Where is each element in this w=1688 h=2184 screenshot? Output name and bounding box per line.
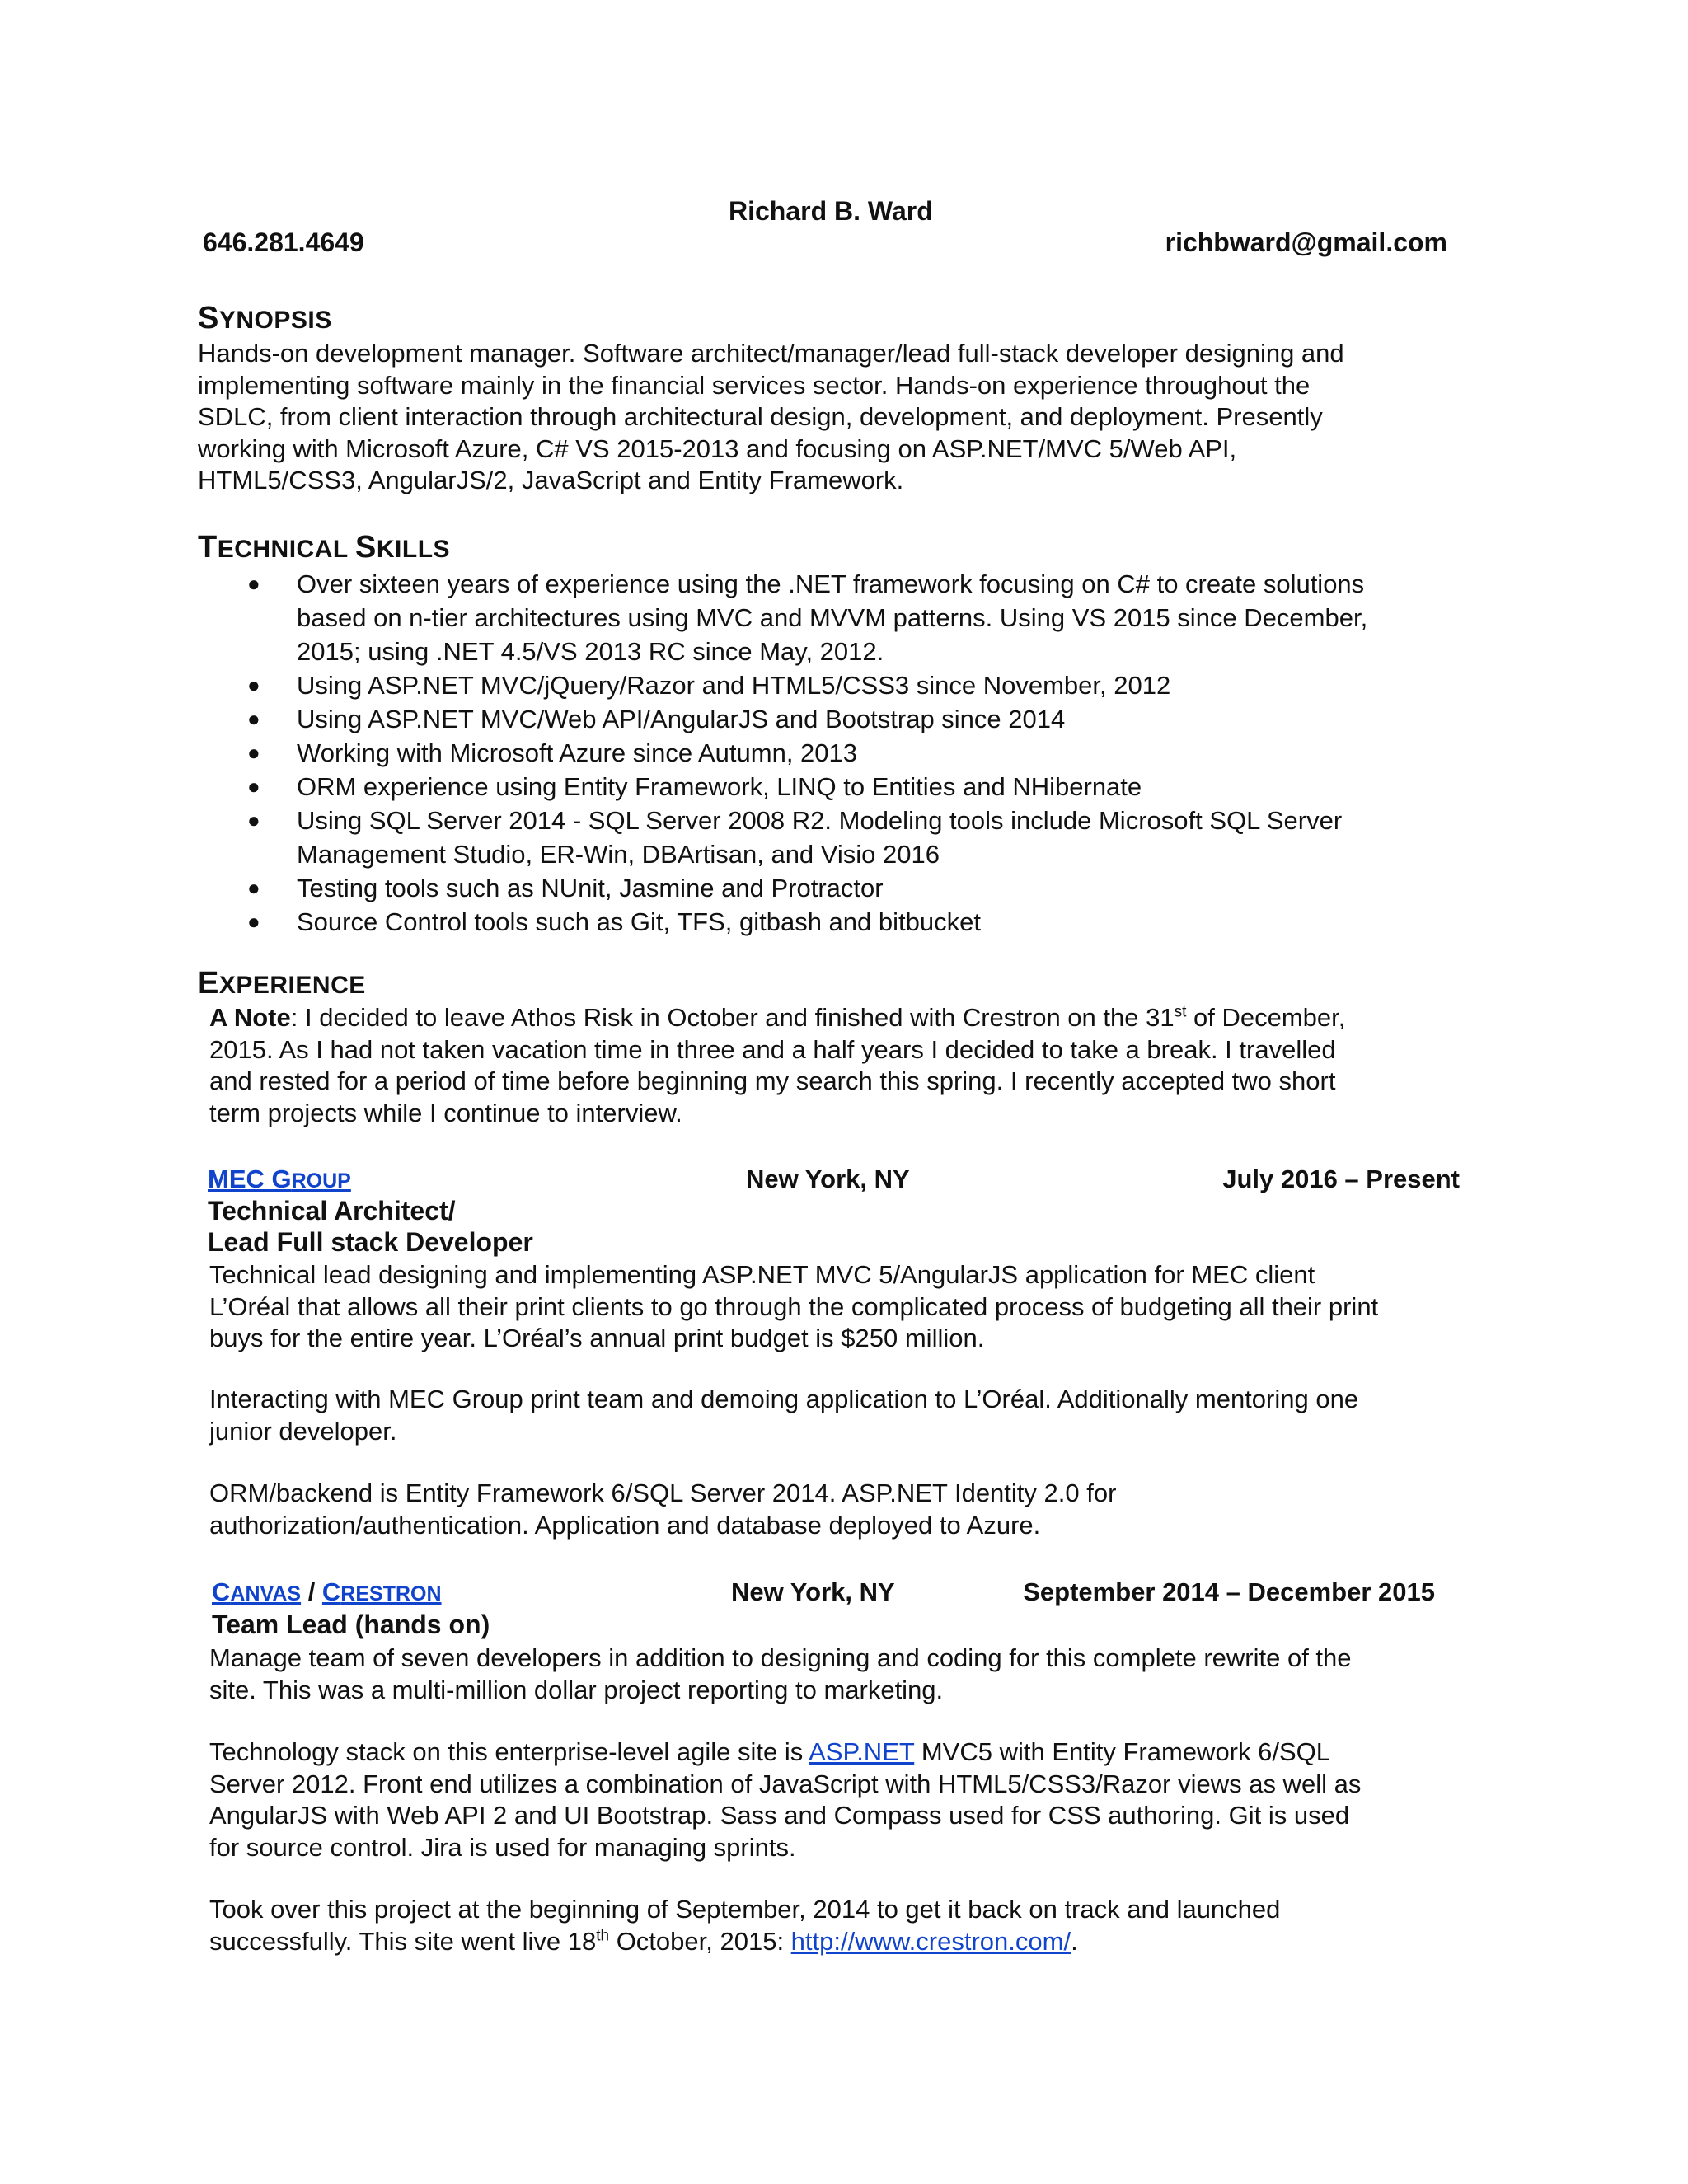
technical-skills-heading: TECHNICAL SKILLS (198, 530, 451, 565)
skill-item (0, 905, 1367, 939)
skills-list (0, 567, 1367, 939)
skill-line: ORM experience using Entity Framework, LINQ to Entities and NHibernate (297, 772, 1142, 801)
candidate-name: Richard B. Ward (729, 196, 933, 226)
phone-number: 646.281.4649 (203, 227, 364, 257)
description-line: Took over this project at the beginning of September, 2014 to get it back on track and launched (209, 1895, 1281, 1924)
synopsis-heading: SYNOPSIS (198, 301, 332, 335)
job-description (209, 1478, 1116, 1541)
synopsis-line: implementing software mainly in the financial services sector. Hands-on experience throughout the (198, 370, 1311, 400)
job-description (209, 1384, 1358, 1447)
job-description (209, 1894, 1280, 1957)
skill-line: Using ASP.NET MVC/jQuery/Razor and HTML5/CSS3 since November, 2012 (297, 671, 1171, 700)
skill-item (0, 736, 1367, 770)
skill-line: Working with Microsoft Azure since Autumn, 2013 (297, 738, 858, 767)
skill-item (0, 567, 1367, 668)
skill-item (0, 804, 1367, 871)
company-names: CANVAS / CRESTRON (212, 1577, 442, 1606)
skill-line: Using SQL Server 2014 - SQL Server 2008 R2. Modeling tools include Microsoft SQL Server (297, 806, 1343, 835)
description-line: successfully. This site went live 18th October, 2015: http://www.crestron.com/. (209, 1926, 1078, 1956)
company-link-crestron[interactable]: CRESTRON (321, 1577, 442, 1606)
note-line: term projects while I continue to interview. (209, 1098, 682, 1127)
skill-line: based on n-tier architectures using MVC and MVVM patterns. Using VS 2015 since December, (297, 603, 1368, 632)
job-dates: September 2014 – December 2015 (1023, 1577, 1435, 1606)
skill-item (0, 770, 1367, 804)
bullet-icon: ● (247, 909, 260, 934)
skill-line: Using ASP.NET MVC/Web API/AngularJS and Bootstrap since 2014 (297, 705, 1066, 733)
job-location: New York, NY (731, 1577, 895, 1606)
company-link-mec-group[interactable]: MEC GROUP (208, 1165, 351, 1193)
bullet-icon: ● (247, 571, 260, 596)
description-line: junior developer. (209, 1416, 397, 1446)
description-line: Manage team of seven developers in addition to designing and coding for this complete rewrite of the (209, 1643, 1352, 1672)
description-line: for source control. Jira is used for managing sprints. (209, 1832, 796, 1862)
description-line: Server 2012. Front end utilizes a combination of JavaScript with HTML5/CSS3/Razor views as well as (209, 1769, 1362, 1798)
description-line: Technical lead designing and implementing ASP.NET MVC 5/AngularJS application for MEC client (209, 1260, 1315, 1289)
job-title: Team Lead (hands on) (212, 1610, 490, 1639)
synopsis-text (198, 338, 1344, 497)
skill-line: Source Control tools such as Git, TFS, gitbash and bitbucket (297, 907, 981, 936)
skill-item (0, 702, 1367, 736)
skill-item (0, 668, 1367, 702)
synopsis-line: working with Microsoft Azure, C# VS 2015-2013 and focusing on ASP.NET/MVC 5/Web API, (198, 434, 1237, 463)
experience-note (209, 1002, 1345, 1129)
note-line: 2015. As I had not taken vacation time in three and a half years I decided to take a break. I travelled (209, 1034, 1336, 1064)
bullet-icon: ● (247, 706, 260, 731)
description-line: Technology stack on this enterprise-level agile site is ASP.NET MVC5 with Entity Framework 6/SQL (209, 1737, 1330, 1766)
job-title: Technical Architect/ (208, 1196, 456, 1226)
note-line: and rested for a period of time before beginning my search this spring. I recently accepted two short (209, 1066, 1336, 1095)
description-line: site. This was a multi-million dollar project reporting to marketing. (209, 1675, 944, 1704)
job-title: Lead Full stack Developer (208, 1227, 533, 1257)
crestron-website-link[interactable]: http://www.crestron.com/ (790, 1926, 1071, 1956)
bullet-icon: ● (247, 774, 260, 799)
description-line: L’Oréal that allows all their print clients to go through the complicated process of budgeting all their print (209, 1291, 1379, 1321)
description-line: authorization/authentication. Application and database deployed to Azure. (209, 1510, 1041, 1540)
job-description (209, 1259, 1378, 1355)
email-address: richbward@gmail.com (1165, 227, 1447, 257)
note-label: A Note (209, 1003, 291, 1032)
aspnet-link[interactable]: ASP.NET (809, 1737, 915, 1766)
note-line: A Note: I decided to leave Athos Risk in October and finished with Crestron on the 31st of December, (209, 1003, 1346, 1032)
description-line: Interacting with MEC Group print team and demoing application to L’Oréal. Additionally mentoring one (209, 1385, 1359, 1413)
synopsis-line: Hands-on development manager. Software architect/manager/lead full-stack developer designing and (198, 339, 1344, 368)
skill-line: Over sixteen years of experience using the .NET framework focusing on C# to create solutions (297, 569, 1365, 598)
synopsis-line: SDLC, from client interaction through architectural design, development, and deployment. Presently (198, 402, 1323, 431)
bullet-icon: ● (247, 673, 260, 697)
bullet-icon: ● (247, 808, 260, 832)
company-link-canvas[interactable]: CANVAS (212, 1577, 302, 1606)
synopsis-line: HTML5/CSS3, AngularJS/2, JavaScript and Entity Framework. (198, 466, 904, 494)
skill-item (0, 871, 1367, 905)
job-description (209, 1643, 1352, 1706)
description-line: buys for the entire year. L’Oréal’s annual print budget is $250 million. (209, 1324, 985, 1352)
skill-line: Management Studio, ER-Win, DBArtisan, and Visio 2016 (297, 840, 940, 869)
bullet-icon: ● (247, 740, 260, 765)
skill-line: 2015; using .NET 4.5/VS 2013 RC since May, 2012. (297, 637, 884, 666)
skill-line: Testing tools such as NUnit, Jasmine and Protractor (297, 874, 884, 902)
description-line: AngularJS with Web API 2 and UI Bootstrap. Sass and Compass used for CSS authoring. Git is used (209, 1801, 1350, 1830)
job-description (209, 1736, 1361, 1863)
description-line: ORM/backend is Entity Framework 6/SQL Server 2014. ASP.NET Identity 2.0 for (209, 1479, 1117, 1507)
job-dates: July 2016 – Present (1222, 1165, 1460, 1193)
job-location: New York, NY (746, 1165, 910, 1193)
bullet-icon: ● (247, 875, 260, 900)
experience-heading: EXPERIENCE (198, 966, 366, 1001)
